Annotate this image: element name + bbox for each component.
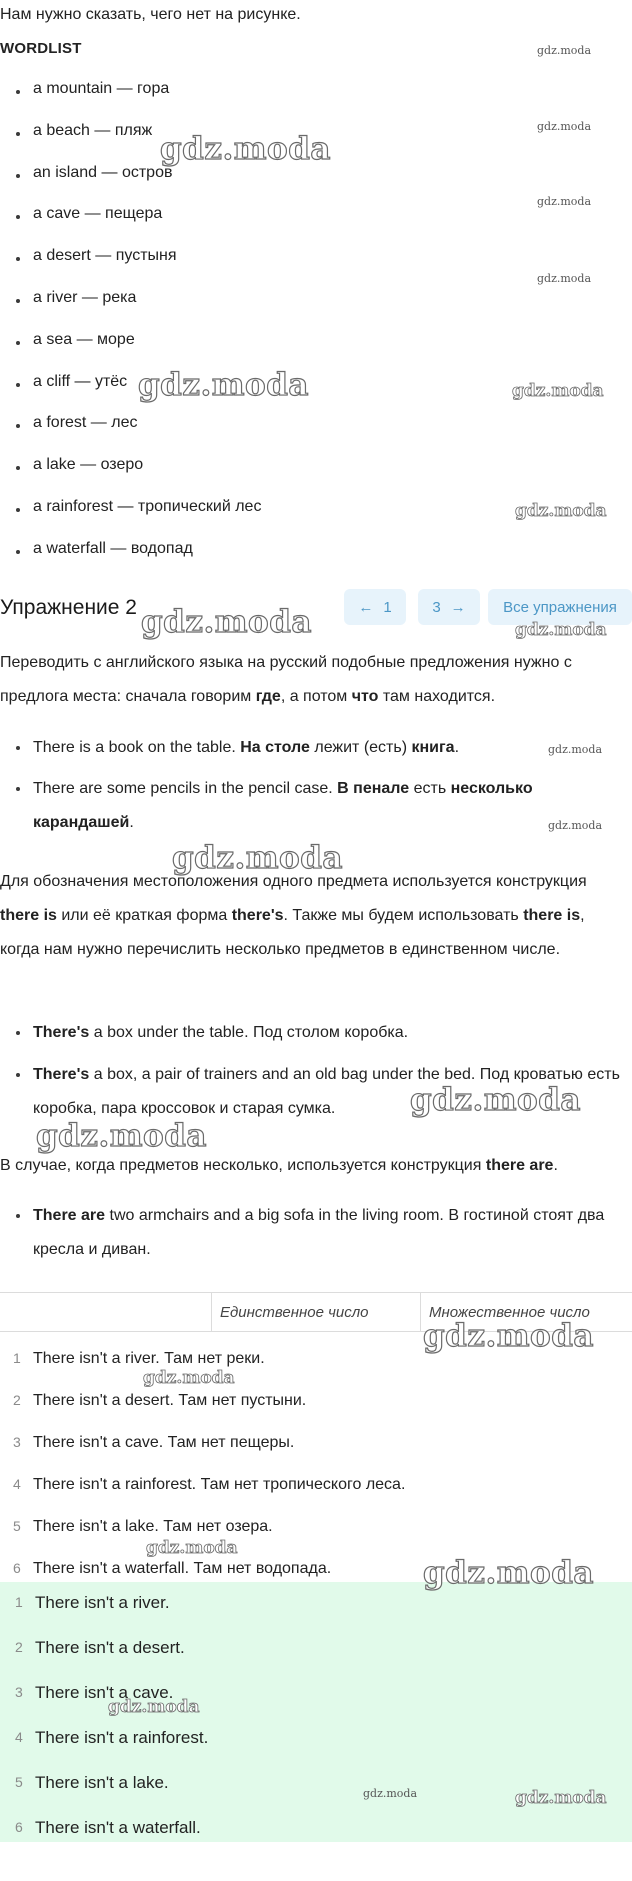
watermark: gdz.moda bbox=[423, 1555, 594, 1591]
bullet-icon bbox=[16, 257, 20, 261]
list-item: 5 There isn't a lake. bbox=[15, 1773, 169, 1792]
watermark: gdz.moda bbox=[108, 1697, 200, 1717]
table-header-cell: Множественное число bbox=[420, 1293, 632, 1331]
bullet-icon bbox=[16, 341, 20, 345]
list-item: a river — река bbox=[0, 289, 632, 331]
prev-exercise-button[interactable] bbox=[344, 589, 406, 625]
list-item: an island — остров bbox=[0, 164, 632, 206]
intro-text: Нам нужно сказать, чего нет на рисунке. bbox=[0, 6, 301, 23]
table-row: 2 There isn't a desert. Там нет пустыни. bbox=[13, 1392, 307, 1409]
table-row: 3 There isn't a cave. Там нет пещеры. bbox=[13, 1434, 295, 1451]
exercise-title: Упражнение 2 bbox=[0, 596, 137, 619]
watermark: gdz.moda bbox=[512, 381, 604, 401]
watermark: gdz.moda bbox=[363, 1787, 418, 1800]
list-item: a desert — пустыня bbox=[0, 247, 632, 289]
next-exercise-button[interactable] bbox=[418, 589, 480, 625]
watermark: gdz.moda bbox=[537, 44, 592, 57]
bullet-icon bbox=[16, 174, 20, 178]
watermark: gdz.moda bbox=[172, 840, 343, 876]
list-item: 6 There isn't a waterfall. bbox=[15, 1818, 201, 1837]
bullet-icon bbox=[16, 383, 20, 387]
bullet-icon bbox=[16, 508, 20, 512]
bullet-icon bbox=[16, 746, 20, 750]
table-row: 6 There isn't a waterfall. Там нет водопада. bbox=[13, 1560, 332, 1577]
watermark: gdz.moda bbox=[36, 1118, 207, 1154]
bullet-icon bbox=[16, 132, 20, 136]
list-item: a rainforest — тропический лес bbox=[0, 498, 632, 540]
table-row: 1 There isn't a river. Там нет реки. bbox=[13, 1350, 265, 1367]
list-item: 4 There isn't a rainforest. bbox=[15, 1728, 209, 1747]
table-header-cell bbox=[0, 1293, 211, 1331]
watermark: gdz.moda bbox=[160, 131, 331, 167]
wordlist-title: WORDLIST bbox=[0, 40, 82, 57]
list-item: a cave — пещера bbox=[0, 205, 632, 247]
list-item: a forest — лес bbox=[0, 414, 632, 456]
watermark: gdz.moda bbox=[410, 1082, 581, 1118]
watermark: gdz.moda bbox=[548, 819, 603, 832]
watermark: gdz.moda bbox=[138, 367, 309, 403]
bullet-icon bbox=[16, 90, 20, 94]
theory-paragraph-3: В случае, когда предметов несколько, используется конструкция there are. bbox=[0, 1157, 558, 1174]
table-header-cell: Единственное число bbox=[211, 1293, 420, 1331]
watermark: gdz.moda bbox=[515, 501, 607, 521]
bullet-icon bbox=[16, 299, 20, 303]
bullet-icon bbox=[16, 466, 20, 470]
list-item: 1 There isn't a river. bbox=[15, 1593, 170, 1612]
next-exercise-label: 3 bbox=[432, 598, 441, 616]
watermark: gdz.moda bbox=[537, 272, 592, 285]
watermark: gdz.moda bbox=[515, 620, 607, 640]
watermark: gdz.moda bbox=[423, 1318, 594, 1354]
table-row: 5 There isn't a lake. Там нет озера. bbox=[13, 1518, 273, 1535]
list-item: a cliff — утёс bbox=[0, 373, 632, 415]
arrow-right-icon: → bbox=[450, 598, 466, 616]
bullet-icon bbox=[16, 1031, 20, 1035]
watermark: gdz.moda bbox=[141, 604, 312, 640]
bullet-icon bbox=[16, 1073, 20, 1077]
watermark: gdz.moda bbox=[548, 743, 603, 756]
list-item: a mountain — гора bbox=[0, 80, 632, 122]
list-item: a waterfall — водопад bbox=[0, 540, 632, 582]
table-row: 4 There isn't a rainforest. Там нет тропического леса. bbox=[13, 1476, 406, 1493]
watermark: gdz.moda bbox=[143, 1368, 235, 1388]
list-item: a beach — пляж bbox=[0, 122, 632, 164]
watermark: gdz.moda bbox=[515, 1788, 607, 1808]
arrow-left-icon: ← bbox=[358, 598, 374, 616]
watermark: gdz.moda bbox=[537, 120, 592, 133]
list-item: a sea — море bbox=[0, 331, 632, 373]
watermark: gdz.moda bbox=[146, 1538, 238, 1558]
bullet-icon bbox=[16, 1214, 20, 1218]
bullet-icon bbox=[16, 424, 20, 428]
bullet-icon bbox=[16, 550, 20, 554]
list-item: 3 There isn't a cave. bbox=[15, 1683, 174, 1702]
bullet-icon bbox=[16, 787, 20, 791]
list-item: a lake — озеро bbox=[0, 456, 632, 498]
theory-paragraph-2: Для обозначения местоположения одного предмета используется конструкция there is или её краткая форма there's. Также мы будем использовать there is, когда нам нужно перечислить несколько предметов в единственном числе. bbox=[0, 873, 587, 958]
watermark: gdz.moda bbox=[537, 195, 592, 208]
all-exercises-label: Все упражнения bbox=[503, 598, 617, 616]
prev-exercise-label: 1 bbox=[383, 598, 392, 616]
bullet-icon bbox=[16, 215, 20, 219]
theory-paragraph-1: Переводить с английского языка на русский подобные предложения нужно с предлога места: сначала говорим где, а потом что там находится. bbox=[0, 654, 572, 705]
list-item: 2 There isn't a desert. bbox=[15, 1638, 185, 1657]
